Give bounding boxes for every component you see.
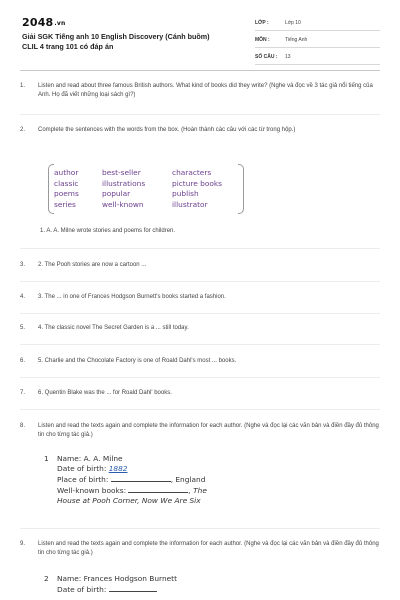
meta-label: MÔN : xyxy=(255,37,270,43)
word-item: publish xyxy=(172,189,199,199)
logo-suffix: .vn xyxy=(54,19,66,27)
word-item: well-known xyxy=(102,199,144,209)
word-item: poems xyxy=(54,189,79,199)
header-divider xyxy=(20,70,380,71)
word-item: illustrator xyxy=(172,199,208,209)
card-number: 2 xyxy=(44,574,49,583)
example-sentence: 1. A. A. Milne wrote stories and poems for children. xyxy=(40,228,176,234)
word-item: series xyxy=(54,199,76,209)
question-7 xyxy=(20,389,380,398)
question-text: 4. The classic novel The Secret Garden is a ... still today. xyxy=(38,325,189,331)
question-text: 5. Charlie and the Chocolate Factory is one of Roald Dahl's most ... books. xyxy=(38,358,237,364)
pob-after: , England xyxy=(170,475,206,484)
question-text: Listen and read the texts again and complete the information for each author. (Nghe và đọc lại các văn bản và điền đầy đủ thông tin cho từng tác giả.) xyxy=(38,541,379,556)
author-card-2 xyxy=(44,574,274,595)
word-item: popular xyxy=(102,189,131,199)
card-dob xyxy=(57,584,274,595)
dob-blank[interactable] xyxy=(109,584,157,592)
word-item: picture books xyxy=(172,178,223,188)
question-separator xyxy=(20,344,380,345)
word-item: characters xyxy=(172,168,212,177)
question-number: 8. xyxy=(20,423,26,429)
question-3 xyxy=(20,261,380,270)
word-item: classic xyxy=(54,178,79,188)
word-item: author xyxy=(54,168,79,177)
meta-value: Lớp 10 xyxy=(285,20,301,26)
question-2 xyxy=(20,126,380,135)
pob-label: Place of birth: xyxy=(57,475,111,484)
question-number: 5. xyxy=(20,325,26,331)
question-text: Complete the sentences with the words from the box. (Hoàn thành các câu với các từ trong hộp.) xyxy=(38,127,296,133)
document-header xyxy=(0,0,400,70)
question-separator xyxy=(20,409,380,410)
pob-blank[interactable] xyxy=(111,474,171,482)
question-number: 1. xyxy=(20,83,26,89)
question-separator xyxy=(20,281,380,282)
question-text: Listen and read about three famous British authors. What kind of books did they write? (Nghe và đọc về 3 tác giả nổi tiếng của Anh. Họ đã viết những loại sách gì?) xyxy=(38,83,373,98)
question-separator xyxy=(20,528,380,529)
logo-text: 2048 xyxy=(22,16,54,29)
meta-value: Tiếng Anh xyxy=(285,37,308,43)
books-label: Well-known books: xyxy=(57,486,129,495)
question-number: 3. xyxy=(20,262,26,268)
word-column-3 xyxy=(172,168,222,210)
question-9 xyxy=(20,540,380,558)
meta-info xyxy=(255,17,380,68)
question-number: 6. xyxy=(20,358,26,364)
meta-value: 13 xyxy=(285,54,291,60)
question-number: 9. xyxy=(20,541,26,547)
word-box-bracket-right xyxy=(238,164,244,214)
question-separator xyxy=(20,248,380,249)
question-separator xyxy=(20,114,380,115)
question-1 xyxy=(20,82,380,100)
question-separator xyxy=(20,377,380,378)
meta-row-class xyxy=(255,17,380,31)
question-text: 2. The Pooh stories are now a cartoon ... xyxy=(38,262,147,268)
card-dob xyxy=(57,464,274,474)
title-line-1: Giải SGK Tiếng anh 10 English Discovery (Cánh buồm) xyxy=(22,32,210,41)
books-blank[interactable] xyxy=(128,485,188,493)
title-line-2: CLIL 4 trang 101 có đáp án xyxy=(22,42,114,51)
word-item: illustrations xyxy=(102,178,146,188)
site-logo[interactable] xyxy=(22,16,65,29)
card-name: Name: A. A. Milne xyxy=(57,454,123,463)
card-pob xyxy=(57,474,274,485)
question-8 xyxy=(20,422,380,440)
card-name: Name: Frances Hodgson Burnett xyxy=(57,574,177,583)
author-card-1 xyxy=(44,454,274,506)
question-number: 7. xyxy=(20,390,26,396)
document-title xyxy=(22,32,232,52)
question-6 xyxy=(20,357,380,366)
card-books xyxy=(57,485,274,496)
card-books-line-2: House at Pooh Corner, Now We Are Six xyxy=(57,496,201,505)
dob-label: Date of birth: xyxy=(57,585,109,594)
meta-label: SỐ CÂU : xyxy=(255,54,278,60)
question-text: 3. The ... in one of Frances Hodgson Burnett's books started a fashion. xyxy=(38,294,226,300)
card-number: 1 xyxy=(44,454,49,463)
question-separator xyxy=(20,313,380,314)
dob-label: Date of birth: xyxy=(57,464,109,473)
question-4 xyxy=(20,293,380,302)
books-after: , The xyxy=(188,486,207,495)
question-number: 4. xyxy=(20,294,26,300)
word-column-1 xyxy=(54,168,79,210)
question-5 xyxy=(20,324,380,333)
meta-row-subject xyxy=(255,34,380,48)
dob-link[interactable]: 1882 xyxy=(108,464,128,473)
word-box xyxy=(48,164,244,214)
question-text: 6. Quentin Blake was the ... for Roald Dahl' books. xyxy=(38,390,172,396)
meta-label: LỚP : xyxy=(255,20,269,26)
question-number: 2. xyxy=(20,127,26,133)
meta-row-count xyxy=(255,51,380,65)
word-column-2 xyxy=(102,168,145,210)
question-text: Listen and read the texts again and complete the information for each author. (Nghe và đọc lại các văn bản và điền đầy đủ thông tin cho từng tác giả.) xyxy=(38,423,379,438)
word-item: best-seller xyxy=(102,168,141,177)
